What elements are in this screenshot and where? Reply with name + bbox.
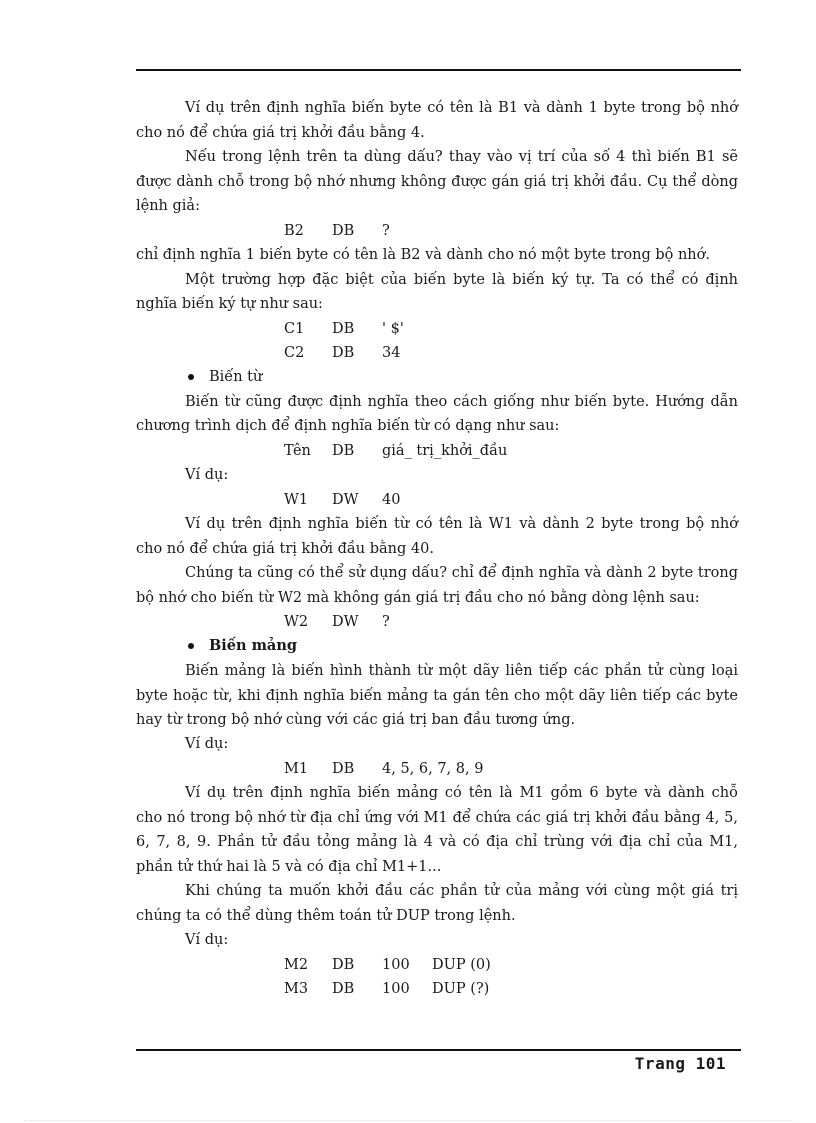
code-count: 100: [382, 981, 410, 997]
code-directive: DB: [332, 761, 355, 777]
code-value: 34: [382, 345, 401, 361]
paragraph-line: hay từ trong bộ nhớ cùng với các giá trị ban đầu tương ứng.: [136, 712, 576, 728]
paragraph-line: Ví dụ trên định nghĩa biến byte có tên là B1 và dành 1 byte trong bộ nhớ: [185, 100, 738, 116]
code-directive: DW: [332, 614, 359, 630]
page-number: Trang 101: [634, 1054, 726, 1073]
paragraph-line: cho nó để chứa giá trị khởi đầu bằng 4.: [136, 125, 425, 141]
code-dup: DUP (0): [432, 957, 491, 973]
code-directive: DB: [332, 223, 355, 239]
code-value: ?: [382, 614, 390, 630]
code-directive: DB: [332, 345, 355, 361]
bullet-dot: [188, 374, 194, 380]
paragraph-line: bộ nhớ cho biến từ W2 mà không gán giá trị đầu cho nó bằng dòng lệnh sau:: [136, 590, 700, 606]
code-directive: DB: [332, 957, 355, 973]
example-label: Ví dụ:: [185, 932, 229, 948]
code-directive: DB: [332, 321, 355, 337]
page-edge-divider: [24, 1120, 794, 1121]
footer-rule: [136, 1049, 741, 1051]
paragraph-line: được dành chỗ trong bộ nhớ nhưng không được gán giá trị khởi đầu. Cụ thể dòng: [136, 174, 738, 190]
code-operand: M3: [284, 981, 309, 997]
code-value: ?: [382, 223, 390, 239]
paragraph-line: byte hoặc từ, khi định nghĩa biến mảng ta gán tên cho một dãy liên tiếp các byte: [136, 688, 738, 704]
code-operand: M1: [284, 761, 309, 777]
bullet-heading-array: Biến mảng: [209, 637, 297, 654]
paragraph-line: Ví dụ trên định nghĩa biến từ có tên là W1 và dành 2 byte trong bộ nhớ: [185, 516, 738, 532]
paragraph-line: Khi chúng ta muốn khởi đầu các phần tử của mảng với cùng một giá trị: [185, 883, 738, 899]
header-rule: [136, 69, 741, 71]
paragraph-line: nghĩa biến ký tự như sau:: [136, 296, 323, 312]
code-operand: W1: [284, 492, 309, 508]
code-operand: W2: [284, 614, 309, 630]
code-operand: C1: [284, 321, 305, 337]
bullet-heading-word: Biến từ: [209, 369, 263, 385]
paragraph-line: Ví dụ trên định nghĩa biến mảng có tên là M1 gồm 6 byte và dành chỗ: [185, 785, 738, 801]
paragraph-line: 6, 7, 8, 9. Phần tử đầu tỏng mảng là 4 và có địa chỉ trùng với địa chỉ của M1,: [136, 834, 738, 850]
paragraph-line: chương trình dịch để định nghĩa biến từ có dạng như sau:: [136, 418, 560, 434]
paragraph-line: chúng ta có thể dùng thêm toán tử DUP trong lệnh.: [136, 908, 516, 924]
code-operand: B2: [284, 223, 304, 239]
paragraph-line: cho nó trong bộ nhớ từ địa chỉ ứng với M1 để chứa các giá trị khởi đầu bằng 4, 5,: [136, 810, 738, 826]
paragraph-line: lệnh giả:: [136, 198, 200, 214]
code-dup: DUP (?): [432, 981, 490, 997]
paragraph-line: chỉ định nghĩa 1 biến byte có tên là B2 và dành cho nó một byte trong bộ nhớ.: [136, 247, 710, 263]
paragraph-line: Chúng ta cũng có thể sử dụng dấu? chỉ để định nghĩa và dành 2 byte trong: [185, 565, 738, 581]
paragraph-line: Nếu trong lệnh trên ta dùng dấu? thay vào vị trí của số 4 thì biến B1 sẽ: [185, 149, 738, 165]
paragraph-line: Một trường hợp đặc biệt của biến byte là biến ký tự. Ta có thể có định: [185, 272, 738, 288]
paragraph-line: cho nó để chứa giá trị khởi đầu bằng 40.: [136, 541, 434, 557]
paragraph-line: Biến mảng là biến hình thành từ một dãy liên tiếp các phần tử cùng loại: [185, 663, 738, 679]
code-value: giá_ trị_khởi_đầu: [382, 443, 508, 459]
code-operand: Tên: [284, 443, 311, 459]
example-label: Ví dụ:: [185, 467, 229, 483]
code-value: 4, 5, 6, 7, 8, 9: [382, 761, 484, 777]
paragraph-line: Biến từ cũng được định nghĩa theo cách giống như biến byte. Hướng dẫn: [185, 394, 738, 410]
code-value: ' $': [382, 321, 404, 337]
code-count: 100: [382, 957, 410, 973]
code-directive: DB: [332, 981, 355, 997]
paragraph-line: phần tử thứ hai là 5 và có địa chỉ M1+1...: [136, 859, 442, 875]
code-operand: C2: [284, 345, 305, 361]
bullet-dot: [188, 643, 194, 649]
code-directive: DB: [332, 443, 355, 459]
code-directive: DW: [332, 492, 359, 508]
code-value: 40: [382, 492, 401, 508]
example-label: Ví dụ:: [185, 736, 229, 752]
code-operand: M2: [284, 957, 309, 973]
